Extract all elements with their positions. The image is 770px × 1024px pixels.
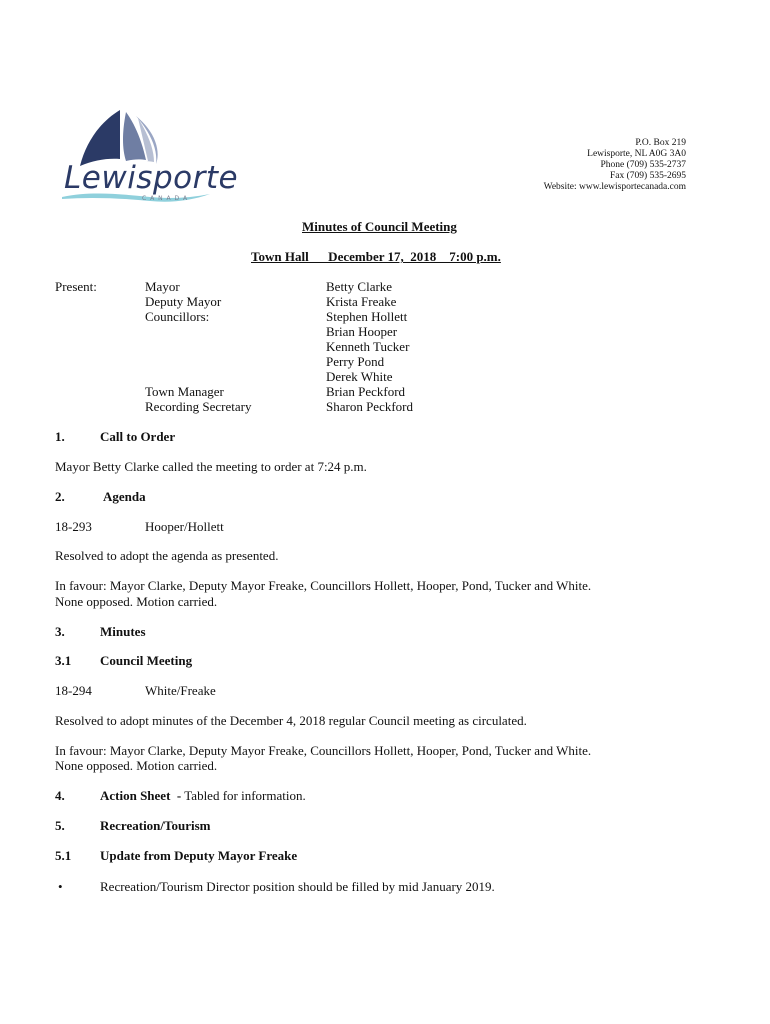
name-deputy-mayor: Krista Freake: [326, 294, 397, 309]
paragraph: Mayor Betty Clarke called the meeting to order at 7:24 p.m.: [55, 459, 367, 474]
section-heading: Update from Deputy Mayor Freake: [100, 848, 298, 863]
name-recording-secretary: Sharon Peckford: [326, 399, 414, 414]
present-label: Present:: [55, 279, 97, 294]
section-number: 4.: [55, 788, 65, 803]
address-website: Website: www.lewisportecanada.com: [543, 182, 686, 192]
section-number: 5.1: [55, 848, 72, 863]
section-note: Tabled for information.: [181, 788, 306, 803]
section-line: [100, 788, 306, 804]
section-number: 1.: [55, 429, 65, 444]
page-title: Minutes of Council Meeting: [302, 219, 457, 234]
name-town-manager: Brian Peckford: [326, 384, 406, 399]
role-councillors: Councillors:: [145, 309, 210, 324]
bullet-item: Recreation/Tourism Director position should be filled by mid January 2019.: [100, 879, 495, 894]
name-mayor: Betty Clarke: [326, 279, 393, 294]
vote-in-favour: In favour: Mayor Clarke, Deputy Mayor Freake, Councillors Hollett, Hooper, Pond, Tucker and White.: [55, 578, 592, 593]
address-box: P.O. Box 219: [635, 138, 686, 148]
motion-number: 18-294: [55, 683, 92, 698]
section-heading: Council Meeting: [100, 653, 193, 668]
meeting-subtitle: Town Hall December 17, 2018 7:00 p.m.: [251, 249, 501, 264]
logo-wordmark: Lewisporte: [64, 160, 239, 196]
name-councillor: Stephen Hollett: [326, 309, 408, 324]
role-mayor: Mayor: [145, 279, 180, 294]
address-phone: Phone (709) 535-2737: [600, 160, 686, 170]
section-heading: Call to Order: [100, 429, 176, 444]
motion-number: 18-293: [55, 519, 92, 534]
name-councillor: Brian Hooper: [326, 324, 398, 339]
logo-country: C A N A D A: [142, 195, 189, 202]
name-councillor: Kenneth Tucker: [326, 339, 410, 354]
motion-movers: White/Freake: [145, 683, 216, 698]
bullet-marker: •: [58, 879, 63, 894]
name-councillor: Perry Pond: [326, 354, 385, 369]
role-town-manager: Town Manager: [145, 384, 224, 399]
section-number: 3.1: [55, 653, 72, 668]
vote-result: None opposed. Motion carried.: [55, 594, 218, 609]
address-city: Lewisporte, NL A0G 3A0: [587, 149, 686, 159]
section-number: 3.: [55, 624, 65, 639]
section-heading: Agenda: [103, 489, 146, 504]
motion-movers: Hooper/Hollett: [145, 519, 224, 534]
address-fax: Fax (709) 535-2695: [610, 171, 686, 181]
section-number: 5.: [55, 818, 65, 833]
name-councillor: Derek White: [326, 369, 393, 384]
vote-result: None opposed. Motion carried.: [55, 758, 218, 773]
section-heading: Minutes: [100, 624, 146, 639]
vote-in-favour: In favour: Mayor Clarke, Deputy Mayor Freake, Councillors Hollett, Hooper, Pond, Tucker and White.: [55, 743, 592, 758]
section-number: 2.: [55, 489, 65, 504]
role-deputy-mayor: Deputy Mayor: [145, 294, 222, 309]
resolution-text: Resolved to adopt the agenda as presented.: [55, 548, 279, 563]
role-recording-secretary: Recording Secretary: [145, 399, 252, 414]
section-heading: Action Sheet -: [100, 788, 182, 803]
lewisporte-logo: [60, 104, 239, 209]
section-heading: Recreation/Tourism: [100, 818, 211, 833]
resolution-text: Resolved to adopt minutes of the December 4, 2018 regular Council meeting as circulated.: [55, 713, 527, 728]
